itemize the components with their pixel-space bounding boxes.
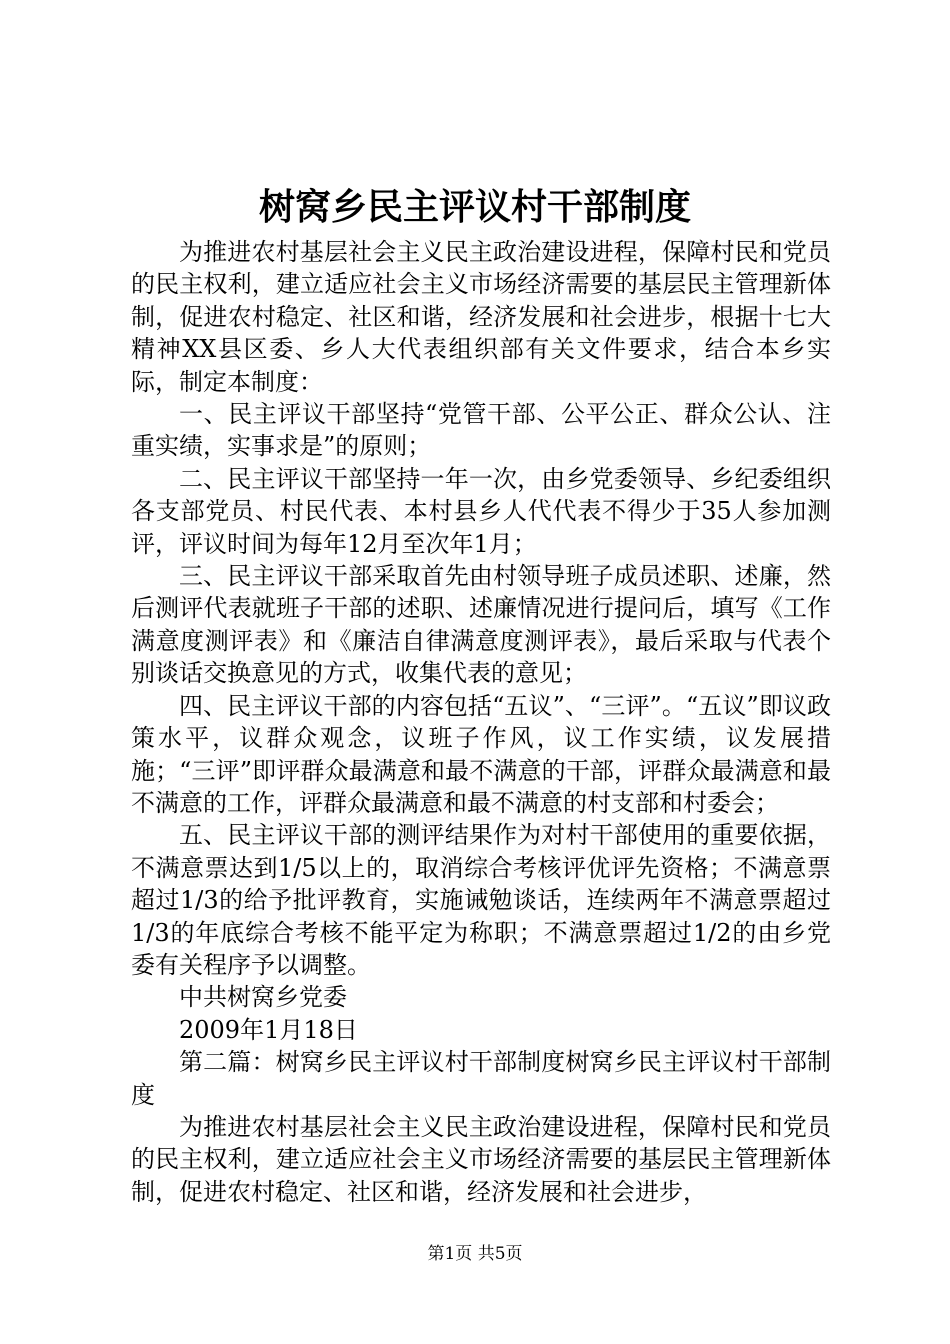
clause-three-paragraph: 三、民主评议干部采取首先由村领导班子成员述职、述廉，然后测评代表就班子干部的述职、述廉情况进行提问后，填写《工作满意度测评表》和《廉洁自律满意度测评表》，最后采取与代表个别谈话交换意见的方式，收集代表的意见； xyxy=(131,562,831,688)
clause-two-paragraph: 二、民主评议干部坚持一年一次，由乡党委领导、乡纪委组织各支部党员、村民代表、本村县乡人代代表不得少于35人参加测评，评议时间为每年12月至次年1月； xyxy=(131,464,831,558)
clause-five-paragraph: 五、民主评议干部的测评结果作为对村干部使用的重要依据，不满意票达到1/5以上的，取消综合考核评优评先资格；不满意票超过1/3的给予批评教育，实施诫勉谈话，连续两年不满意票超过1/3的年底综合考核不能平定为称职；不满意票超过1/2的由乡党委有关程序予以调整。 xyxy=(131,821,831,979)
page-number-footer: 第1页 共5页 xyxy=(427,1244,523,1264)
intro-paragraph: 为推进农村基层社会主义民主政治建设进程，保障村民和党员的民主权利，建立适应社会主义市场经济需要的基层民主管理新体制，促进农村稳定、社区和谐，经济发展和社会进步，根据十七大精神XX县区委、乡人大代表组织部有关文件要求，结合本乡实际，制定本制度： xyxy=(131,238,831,396)
document-body xyxy=(131,236,831,1208)
signature-organization: 中共树窝乡党委 xyxy=(179,983,347,1012)
signature-date: 2009年1月18日 xyxy=(179,1015,358,1044)
clause-one-paragraph: 一、民主评议干部坚持“党管干部、公平公正、群众公认、注重实绩，实事求是”的原则； xyxy=(131,400,831,461)
second-section-title: 第二篇：树窝乡民主评议村干部制度树窝乡民主评议村干部制度 xyxy=(131,1048,831,1109)
second-section-paragraph: 为推进农村基层社会主义民主政治建设进程，保障村民和党员的民主权利，建立适应社会主义市场经济需要的基层民主管理新体制，促进农村稳定、社区和谐，经济发展和社会进步， xyxy=(131,1112,831,1206)
document-title: 树窝乡民主评议村干部制度 xyxy=(258,186,691,228)
clause-four-paragraph: 四、民主评议干部的内容包括“五议”、“三评”。“五议”即议政策水平，议群众观念，议班子作风，议工作实绩，议发展措施；“三评”即评群众最满意和最不满意的干部，评群众最满意和最不满意的工作，评群众最满意和最不满意的村支部和村委会； xyxy=(131,691,831,817)
